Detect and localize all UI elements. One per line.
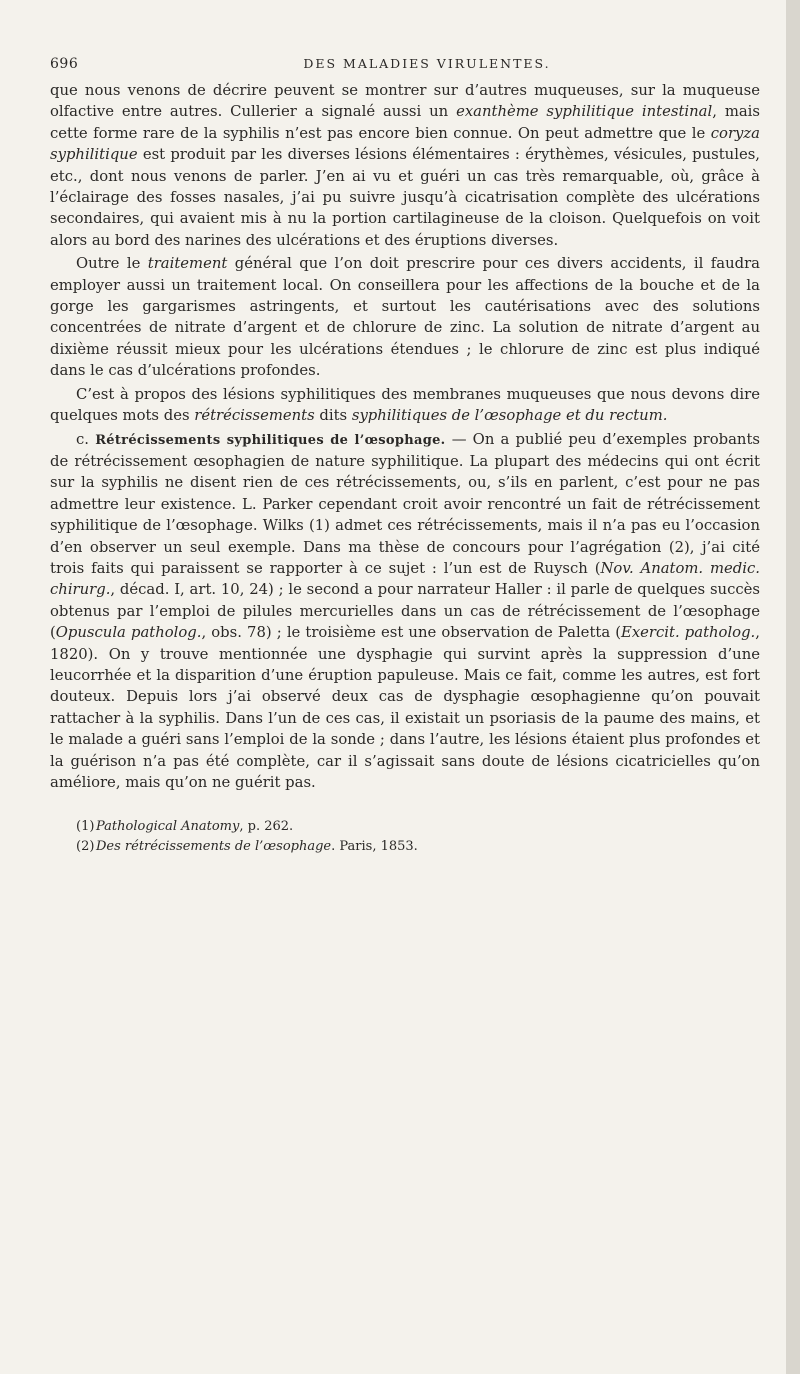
- text-run: C’est à propos des lésions syphilitiques des membranes muqueuses que nous devons dire quelques mots des: [50, 385, 760, 425]
- footnote-text: , p. 262.: [239, 819, 294, 835]
- italic-run: traitement: [147, 255, 228, 273]
- text-run: est produit par les diverses lésions élémentaires : érythèmes, vésicules, pustules, etc., dont nous venons de parler. J’en ai vu et guéri un cas très remarquable, où, grâce à l’éclairage des fosses nasales, j’ai pu suivre jusqu’à cicatrisation complète des ulcérations secondaires, qui avaient mis à nu la portion cartilagineuse de la cloison. Quelquefois on voit alors au bord des narines des ulcérations et des éruptions diverses.: [50, 146, 760, 249]
- footnote-1: [76, 817, 760, 837]
- text-run: Outre le: [76, 255, 148, 273]
- footnote-text: . Paris, 1853.: [331, 839, 418, 855]
- footnote-title: Pathological Anatomy: [96, 819, 240, 835]
- text-run: , obs. 78) ; le troisième est une observation de Paletta (: [201, 624, 622, 642]
- paragraph-nasal-lesions: [50, 80, 760, 251]
- footnote-title: Des rétrécissements de l’œsophage: [96, 839, 332, 855]
- footnote-2: [76, 837, 760, 857]
- italic-run: exanthème syphilitique intestinal: [456, 103, 713, 121]
- text-run: dits: [314, 407, 352, 425]
- text-run: — On a publié peu d’exemples probants de rétrécissement œsophagien de nature syphilitique. La plupart des médecins qui ont écrit sur la syphilis ne disent rien de ces rétrécissements, ou, s’ils en parlent, c’est pour ne pas admettre leur existence. L. Parker cependant croit avoir rencontré un fait de rétrécissement syphilitique de l’œsophage. Wilks (1) admet ces rétrécissements, mais il n’a pas eu l’occasion d’en observer un seul exemple. Dans ma thèse de concours pour l’agrégation (2), j’ai cité trois faits qui paraissent se rapporter à ce sujet : l’un est de Ruysch (: [50, 430, 760, 577]
- footnotes: [50, 817, 760, 857]
- text-run: , 1820). On y trouve mentionnée une dysphagie qui survint après la suppression d’une leucorrhée et la disparition d’une éruption papuleuse. Mais ce fait, comme les autres, est fort douteux. Depuis lors j’ai observé deux cas de dysphagie œsophagienne qu’on pouvait rattacher à la syphilis. Dans l’un de ces cas, il existait un psoriasis de la paume des mains, et le malade a guéri sans l’emploi de la sonde ; dans l’autre, les lésions étaient plus profondes et la guérison n’a pas été complète, car il s’agissait sans doute de lésions cicatricielles qu’on améliore, mais qu’on ne guérit pas.: [50, 624, 760, 791]
- italic-run: Opuscula patholog.: [55, 624, 202, 642]
- italic-run: syphilitiques de l’œsophage et du rectum.: [351, 407, 668, 425]
- text-run: que nous venons de décrire peuvent se montrer sur d’autres muqueuses, sur la muqueuse olfactive entre autres. Cullerier a signalé aussi un: [50, 82, 760, 121]
- italic-run: Exercit. patholog.: [621, 624, 756, 642]
- footnote-number: (2): [76, 839, 95, 855]
- page-number: 696: [50, 56, 79, 72]
- body-text: [50, 80, 760, 857]
- subsection-heading: Rétrécissements syphilitiques de l’œsophage.: [95, 432, 446, 448]
- paragraph-strictures-intro: [50, 384, 760, 427]
- italic-run: Nov. Anatom. medic. chirurg.: [50, 559, 760, 599]
- text-run: général que l’on doit prescrire pour ces divers accidents, il faudra employer aussi un traitement local. On conseillera pour les affections de la bouche et de la gorge les gargarismes astringents, et surtout les cautérisations avec des solutions concentrées de nitrate d’argent et de chlorure de zinc. La solution de nitrate d’argent au dixième réussit mieux pour les ulcérations étendues ; le chlorure de zinc est plus indiqué dans le cas d’ulcérations profondes.: [50, 255, 760, 380]
- subsection-letter: c.: [76, 430, 96, 448]
- paragraph-treatment: [50, 253, 760, 381]
- italic-run: rétrécissements: [194, 407, 315, 425]
- paragraph-oesophagus-strictures: [50, 429, 760, 794]
- italic-run: coryza syphilitique: [50, 124, 760, 164]
- running-head: DES MALADIES VIRULENTES.: [303, 56, 551, 71]
- text-run: , mais cette forme rare de la syphilis n’est pas encore bien connue. On peut admettre que le: [50, 103, 760, 142]
- footnote-number: (1): [76, 819, 95, 835]
- page-header: [50, 56, 752, 76]
- text-run: , décad. I, art. 10, 24) ; le second a pour narrateur Haller : il parle de quelques succès obtenus par l’emploi de pilules mercurielles dans un cas de rétrécissement de l’œsophage (: [50, 581, 760, 642]
